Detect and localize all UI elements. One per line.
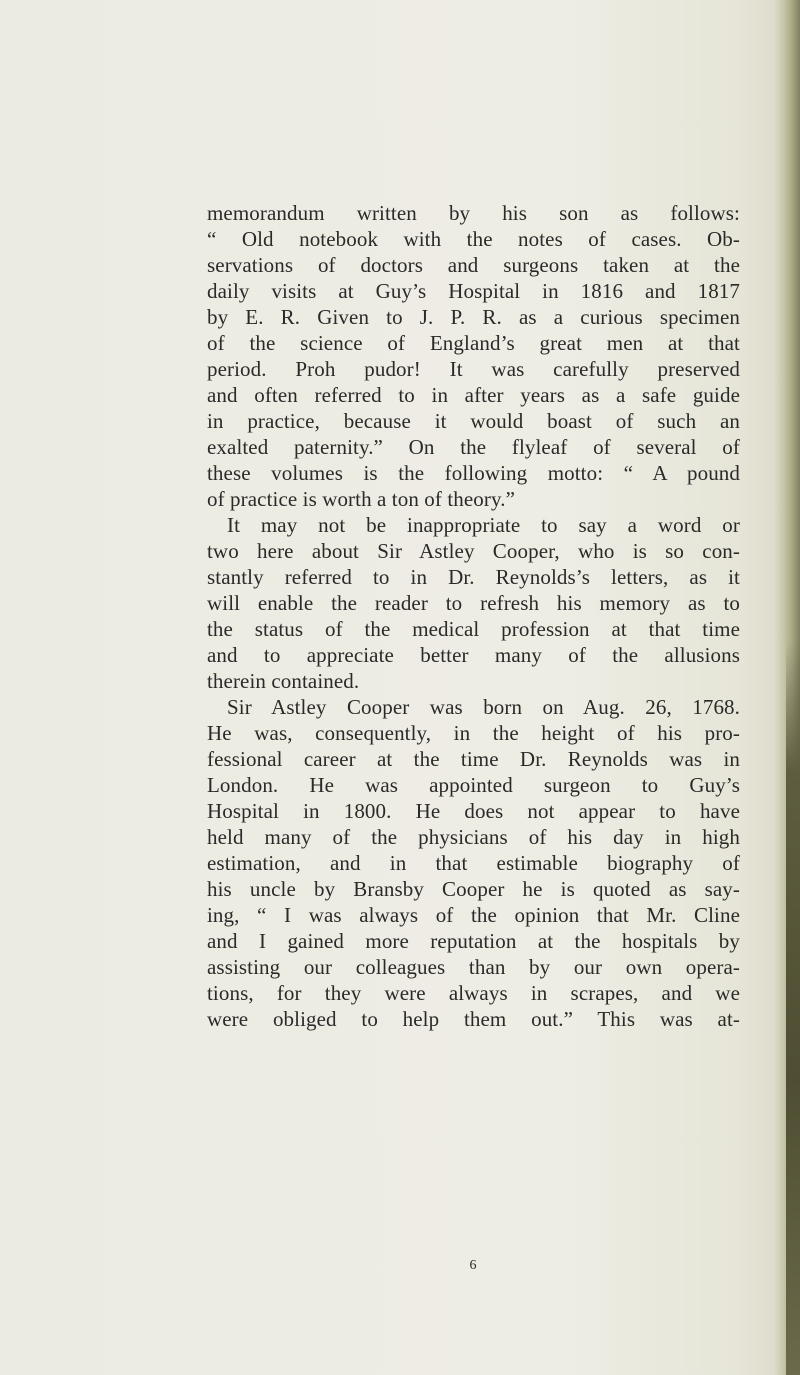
text-line: and to appreciate better many of the allusions: [207, 643, 740, 667]
text-line: “ Old notebook with the notes of cases. Ob-: [207, 227, 740, 251]
text-line: two here about Sir Astley Cooper, who is so con-: [207, 539, 740, 563]
text-line: held many of the physicians of his day in high: [207, 825, 740, 849]
text-line: assisting our colleagues than by our own opera-: [207, 955, 740, 979]
text-line: He was, consequently, in the height of his pro-: [207, 721, 740, 745]
text-line: London. He was appointed surgeon to Guy’s: [207, 773, 740, 797]
text-line: of practice is worth a ton of theory.”: [207, 487, 515, 511]
text-line: the status of the medical profession at that time: [207, 617, 740, 641]
text-line: It may not be inappropriate to say a word or: [227, 513, 740, 537]
text-line: stantly referred to in Dr. Reynolds’s letters, as it: [207, 565, 740, 589]
text-line: were obliged to help them out.” This was at-: [207, 1007, 740, 1031]
text-line: therein contained.: [207, 669, 360, 693]
text-line: and I gained more reputation at the hospitals by: [207, 929, 740, 953]
text-line: of the science of England’s great men at that: [207, 331, 740, 355]
text-line: Sir Astley Cooper was born on Aug. 26, 1768.: [227, 695, 740, 719]
text-line: estimation, and in that estimable biography of: [207, 851, 740, 875]
text-line: in practice, because it would boast of such an: [207, 409, 740, 433]
text-line: by E. R. Given to J. P. R. as a curious specimen: [207, 305, 740, 329]
body-text: [207, 200, 740, 1032]
text-line: memorandum written by his son as follows:: [207, 201, 740, 225]
text-line: tions, for they were always in scrapes, and we: [207, 981, 740, 1005]
text-line: Hospital in 1800. He does not appear to have: [207, 799, 740, 823]
text-line: fessional career at the time Dr. Reynolds was in: [207, 747, 740, 771]
text-line: period. Proh pudor! It was carefully preserved: [207, 357, 740, 381]
text-line: servations of doctors and surgeons taken at the: [207, 253, 740, 277]
text-line: his uncle by Bransby Cooper he is quoted as say-: [207, 877, 740, 901]
text-line: daily visits at Guy’s Hospital in 1816 and 1817: [207, 279, 740, 303]
text-line: these volumes is the following motto: “ A pound: [207, 461, 740, 485]
page-number: 6: [469, 1258, 477, 1273]
text-line: exalted paternity.” On the flyleaf of several of: [207, 435, 740, 459]
text-line: and often referred to in after years as a safe guide: [207, 383, 740, 407]
text-line: will enable the reader to refresh his memory as to: [207, 591, 740, 615]
text-line: ing, “ I was always of the opinion that Mr. Cline: [207, 903, 740, 927]
